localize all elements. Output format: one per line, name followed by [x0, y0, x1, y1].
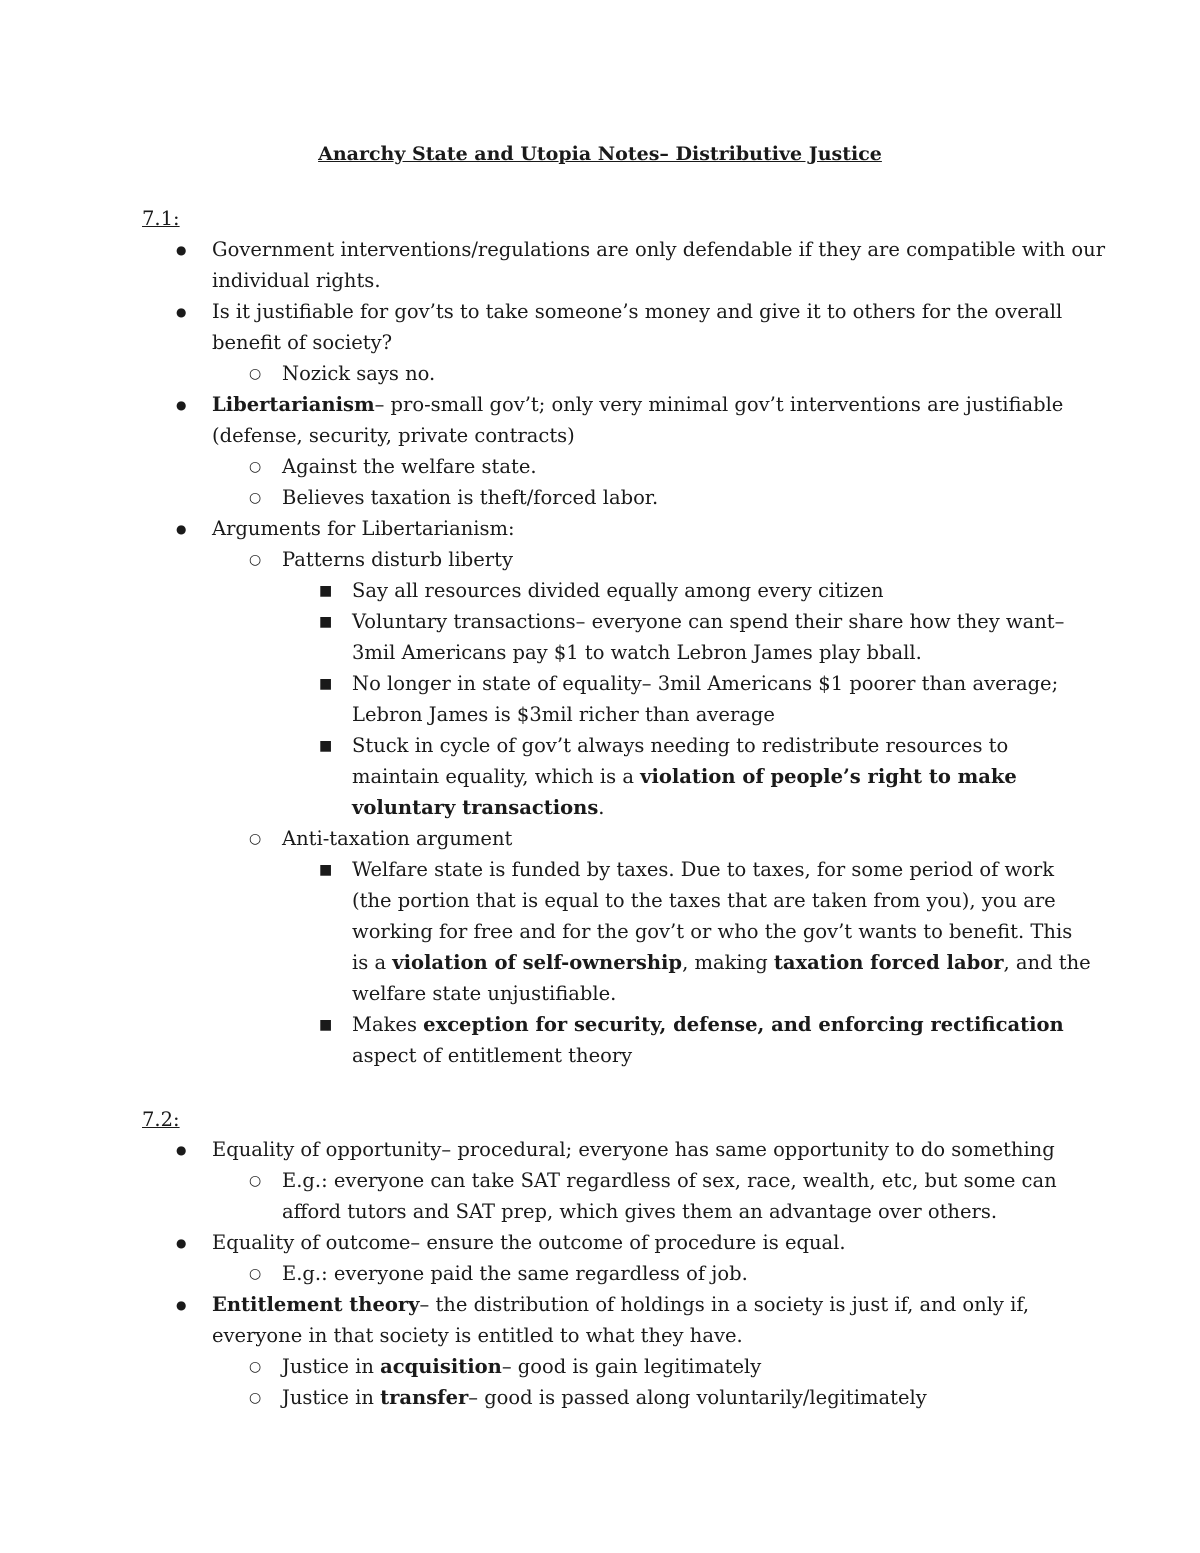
emphasis-text: acquisition [380, 1355, 502, 1378]
list-item-continuation: (defense, security, private contracts) [212, 424, 575, 447]
section-label-7-1: 7.1: [142, 207, 180, 230]
bullet-circle-icon [249, 1258, 261, 1289]
bullet-square-icon [319, 854, 332, 885]
emphasis-text: voluntary transactions [352, 796, 599, 819]
list-item-continuation: aspect of entitlement theory [352, 1044, 633, 1067]
list-item: Arguments for Libertarianism: [212, 517, 515, 540]
bullet-square-icon [319, 575, 332, 606]
bullet-square-icon [319, 668, 332, 699]
sub-list-item [282, 1351, 761, 1382]
sub-sub-list-item: Stuck in cycle of gov’t always needing to redistribute resources to [352, 734, 1009, 757]
sub-list-item: Believes taxation is theft/forced labor. [282, 486, 659, 509]
plain-text: , making [682, 951, 774, 974]
list-item-continuation: afford tutors and SAT prep, which gives them an advantage over others. [282, 1200, 998, 1223]
plain-text: maintain equality, which is a [352, 765, 641, 788]
list-item [212, 389, 1063, 420]
plain-text: Justice in [282, 1386, 381, 1409]
bullet-disc-icon [176, 296, 186, 327]
list-item-continuation: 3mil Americans pay $1 to watch Lebron James play bball. [352, 641, 922, 664]
list-item-continuation [352, 761, 1017, 792]
emphasis-text: transfer [380, 1386, 469, 1409]
bullet-circle-icon [249, 1382, 261, 1413]
bullet-circle-icon [249, 1165, 261, 1196]
plain-text: Makes [352, 1013, 424, 1036]
sub-list-item [282, 1382, 927, 1413]
bullet-disc-icon [176, 234, 186, 265]
sub-sub-list-item [352, 1009, 1064, 1040]
list-item: Government interventions/regulations are only defendable if they are compatible with our [212, 238, 1106, 261]
page-title: Anarchy State and Utopia Notes– Distributive Justice [318, 143, 882, 165]
list-item: Equality of outcome– ensure the outcome of procedure is equal. [212, 1231, 846, 1254]
emphasis-text: taxation forced labor [773, 951, 1004, 974]
sub-list-item: Against the welfare state. [282, 455, 537, 478]
list-item: Equality of opportunity– procedural; everyone has same opportunity to do something [212, 1138, 1055, 1161]
term-libertarianism: Libertarianism [212, 393, 375, 416]
list-item-continuation: individual rights. [212, 269, 381, 292]
emphasis-text: violation of self-ownership [392, 951, 683, 974]
emphasis-text: exception for security, defense, and enforcing rectification [423, 1013, 1064, 1036]
list-item: Is it justifiable for gov’ts to take someone’s money and give it to others for the overall [212, 300, 1063, 323]
plain-text: – good is gain legitimately [501, 1355, 762, 1378]
bullet-square-icon [319, 606, 332, 637]
bullet-circle-icon [249, 1351, 261, 1382]
bullet-disc-icon [176, 1227, 186, 1258]
list-item-continuation [352, 792, 605, 823]
sub-list-item: E.g.: everyone paid the same regardless of job. [282, 1262, 748, 1285]
sub-sub-list-item: No longer in state of equality– 3mil Americans $1 poorer than average; [352, 672, 1059, 695]
plain-text: is a [352, 951, 393, 974]
bullet-disc-icon [176, 1134, 186, 1165]
list-item-continuation: welfare state unjustifiable. [352, 982, 617, 1005]
plain-text: Justice in [282, 1355, 381, 1378]
list-item-continuation: (the portion that is equal to the taxes that are taken from you), you are [352, 889, 1056, 912]
sub-sub-list-item: Welfare state is funded by taxes. Due to taxes, for some period of work [352, 858, 1055, 881]
emphasis-text: violation of people’s right to make [640, 765, 1017, 788]
sub-sub-list-item: Voluntary transactions– everyone can spend their share how they want– [352, 610, 1065, 633]
list-item-continuation [352, 947, 1091, 978]
list-item-continuation: everyone in that society is entitled to what they have. [212, 1324, 743, 1347]
sub-list-item: Patterns disturb liberty [282, 548, 513, 571]
sub-list-item: E.g.: everyone can take SAT regardless of sex, race, wealth, etc, but some can [282, 1169, 1057, 1192]
bullet-disc-icon [176, 513, 186, 544]
bullet-square-icon [319, 1009, 332, 1040]
bullet-circle-icon [249, 482, 261, 513]
list-item-continuation: benefit of society? [212, 331, 393, 354]
sub-list-item: Anti-taxation argument [282, 827, 513, 850]
plain-text: – good is passed along voluntarily/legitimately [468, 1386, 927, 1409]
list-item [212, 1289, 1029, 1320]
bullet-circle-icon [249, 358, 261, 389]
bullet-circle-icon [249, 451, 261, 482]
plain-text: . [598, 796, 605, 819]
bullet-square-icon [319, 730, 332, 761]
bullet-circle-icon [249, 544, 261, 575]
list-item-continuation: Lebron James is $3mil richer than average [352, 703, 775, 726]
definition-text: – the distribution of holdings in a society is just if, and only if, [419, 1293, 1030, 1316]
section-label-7-2: 7.2: [142, 1108, 180, 1131]
bullet-circle-icon [249, 823, 261, 854]
plain-text: , and the [1003, 951, 1091, 974]
list-item-continuation: working for free and for the gov’t or who the gov’t wants to benefit. This [352, 920, 1073, 943]
bullet-disc-icon [176, 389, 186, 420]
bullet-disc-icon [176, 1289, 186, 1320]
term-entitlement-theory: Entitlement theory [212, 1293, 420, 1316]
sub-sub-list-item: Say all resources divided equally among every citizen [352, 579, 884, 602]
sub-list-item: Nozick says no. [282, 362, 436, 385]
definition-text: – pro-small gov’t; only very minimal gov’t interventions are justifiable [374, 393, 1064, 416]
